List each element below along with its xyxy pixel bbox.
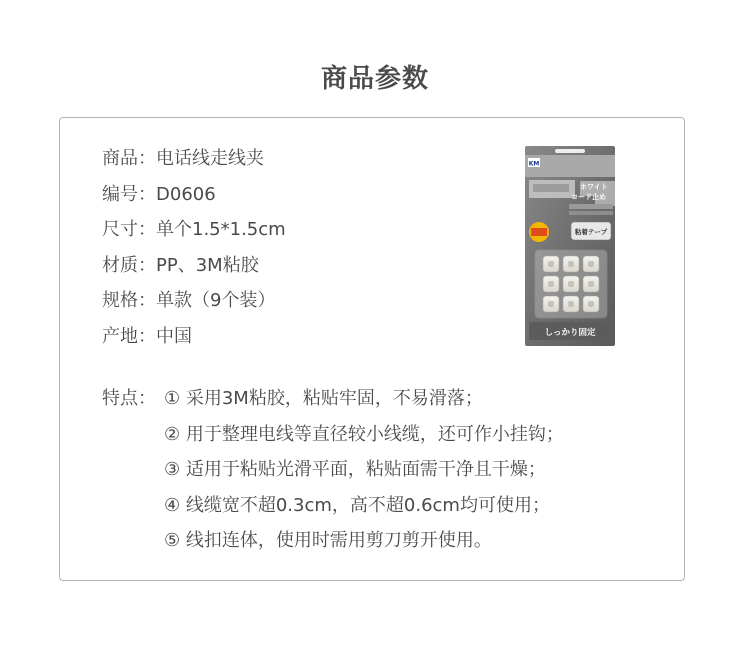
spec-card — [59, 117, 685, 581]
feature-item — [102, 528, 564, 564]
product-image — [525, 146, 615, 346]
feature-item — [102, 493, 564, 529]
features-list — [102, 386, 564, 564]
feature-item — [102, 457, 564, 493]
spec-list — [102, 146, 286, 359]
spec-value: 单个1.5*1.5cm — [156, 219, 286, 240]
spec-row-code — [102, 182, 286, 218]
spec-label: 规格： — [102, 290, 156, 311]
spec-label: 尺寸： — [102, 219, 156, 240]
spec-value: 中国 — [156, 325, 192, 347]
feature-text: ② 用于整理电线等直径较小线缆，还可作小挂钩； — [164, 423, 564, 445]
feature-item — [102, 422, 564, 458]
spec-row-size — [102, 217, 286, 253]
feature-text: ① 采用3M粘胶，粘贴牢固，不易滑落； — [164, 388, 483, 409]
package-line2: コード止め — [571, 193, 606, 201]
spec-row-origin — [102, 324, 286, 360]
feature-text: ⑤ 线扣连体，使用时需用剪刀剪开使用。 — [164, 530, 492, 551]
spec-value: 电话线走线夹 — [156, 148, 264, 169]
package-bottom-text: しっかり固定 — [544, 328, 596, 338]
spec-value: 单款（9个装） — [156, 290, 276, 311]
spec-value: PP、3M粘胶 — [156, 254, 259, 276]
feature-text: ③ 适用于粘贴光滑平面，粘贴面需干净且干燥； — [164, 459, 546, 480]
spec-value: D0606 — [156, 183, 216, 205]
feature-text: ④ 线缆宽不超0.3cm，高不超0.6cm均可使用； — [164, 494, 550, 516]
brand-logo: KM — [528, 160, 540, 168]
feature-item — [102, 386, 564, 422]
adhesive-badge: 粘着テープ — [574, 228, 608, 236]
spec-row-material — [102, 253, 286, 289]
spec-row-spec — [102, 288, 286, 324]
spec-label: 编号： — [102, 183, 156, 205]
spec-label: 商品： — [102, 148, 156, 169]
spec-row-product — [102, 146, 286, 182]
features-label: 特点： — [102, 388, 156, 409]
spec-label: 产地： — [102, 325, 156, 347]
spec-label: 材质： — [102, 254, 156, 276]
page-title: 商品参数 — [320, 64, 429, 94]
package-line1: ホワイト — [580, 183, 608, 191]
